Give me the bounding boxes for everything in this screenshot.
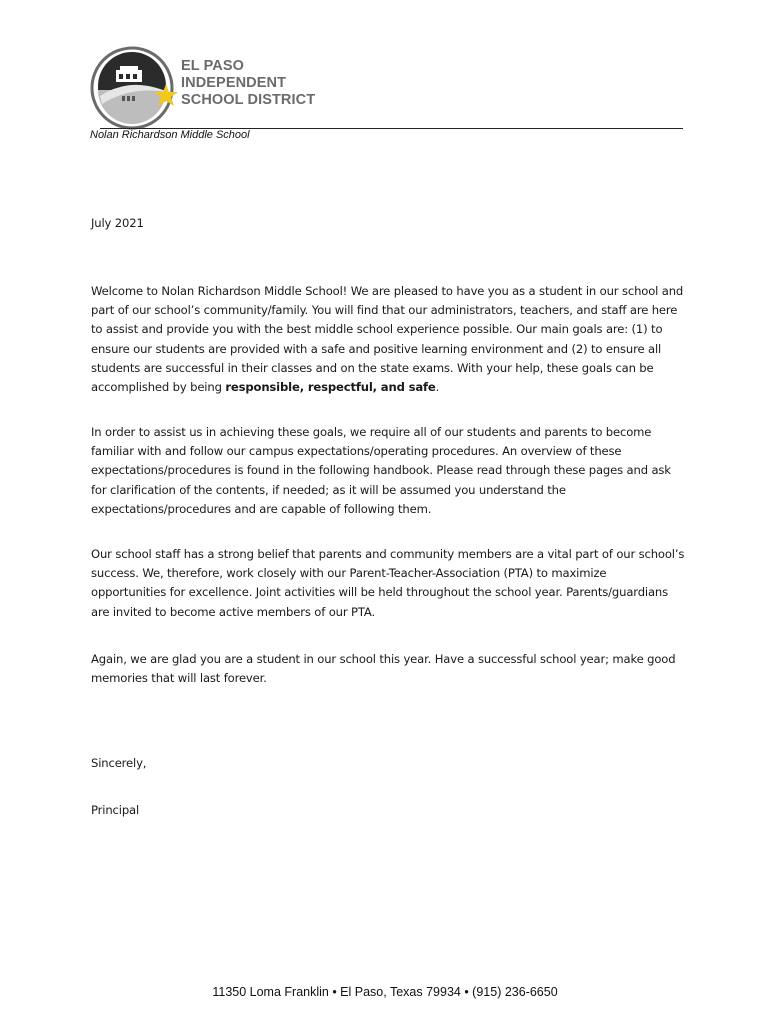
district-name [181,58,315,109]
text-line: students are successful in their classes and on the state exams. With your help, these goals can be [91,360,654,375]
footer-address: 11350 Loma Franklin • El Paso, Texas 79934 • (915) 236-6650 [212,985,558,999]
text-line: In order to assist us in achieving these goals, we require all of our students and parents to become [91,425,652,439]
text-line: Welcome to Nolan Richardson Middle School! We are pleased to have you as a student in our school and [91,284,684,298]
text-line: expectations/procedures and are capable of following them. [91,501,432,516]
text-line [91,378,691,397]
text-line: Our school staff has a strong belief that parents and community members are a vital part of our school’s [91,547,685,561]
district-line-2: INDEPENDENT [181,75,287,91]
paragraph-pta [91,545,691,622]
text-line: to assist and provide you with the best middle school experience possible. Our main goals are: (1) to [91,322,663,337]
district-line-1: EL PASO [181,58,245,74]
paragraph-closing [91,650,691,688]
signer-title: Principal [91,803,140,817]
letter-date: July 2021 [91,216,144,230]
text-line: are invited to become active members of our PTA. [91,604,375,619]
paragraph-welcome [91,282,691,397]
text-line: opportunities for excellence. Joint activities will be held throughout the school year. Parents/guardians [91,585,669,600]
school-name: Nolan Richardson Middle School [90,129,250,141]
signoff: Sincerely, [91,756,147,770]
text-line: Again, we are glad you are a student in our school this year. Have a successful school year; make good [91,652,676,666]
text-line: memories that will last forever. [91,671,267,686]
text-line: for clarification of the contents, if needed; as it will be assumed you understand the [91,482,566,497]
district-line-3: SCHOOL DISTRICT [181,92,316,108]
text-line: expectations/procedures is found in the following handbook. Please read through these pages and ask [91,463,671,478]
text-line: part of our school’s community/family. You will find that our administrators, teachers, and staff are here [91,303,678,318]
text-line: familiar with and follow our campus expectations/operating procedures. An overview of these [91,444,622,459]
district-logo [90,46,190,130]
text-line: ensure our students are provided with a safe and positive learning environment and (2) to ensure all [91,341,662,356]
text-segment: accomplished by being [91,380,226,395]
paragraph-expectations [91,423,691,519]
text-segment: . [435,380,440,395]
text-line: success. We, therefore, work closely with our Parent-Teacher-Association (PTA) to maximize [91,566,607,581]
bold-goals: responsible, respectful, and safe [225,380,436,395]
